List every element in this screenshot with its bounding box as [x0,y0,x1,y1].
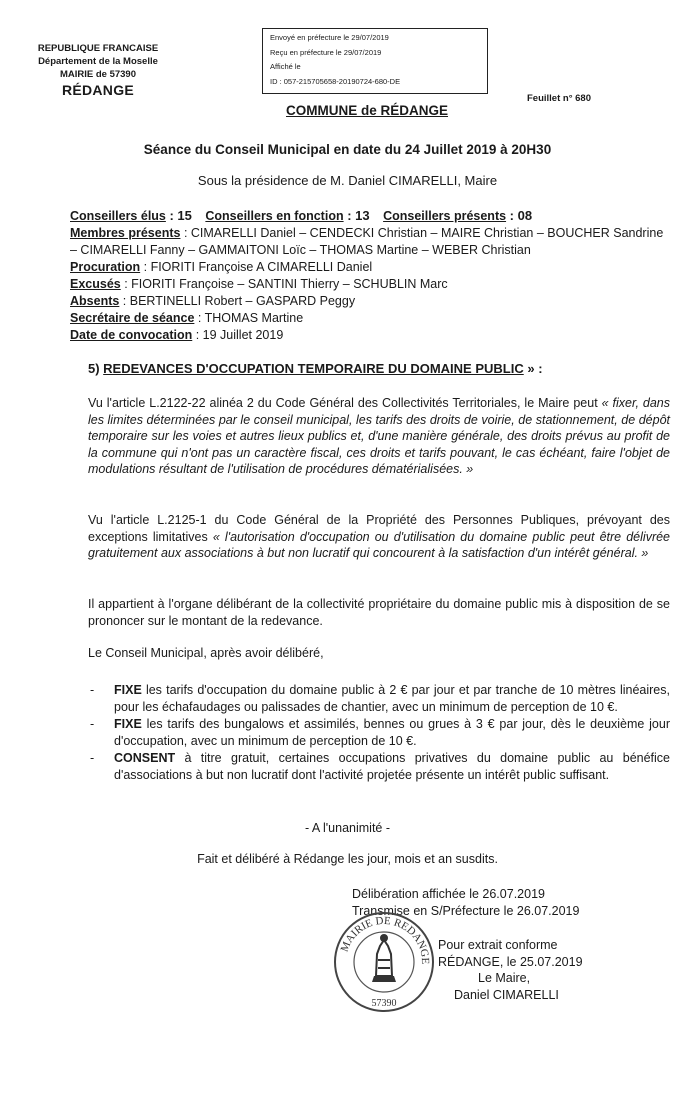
town-name: RÉDANGE [61,82,135,98]
lieu-date: RÉDANGE, le 25.07.2019 [438,954,583,969]
le-maire: Le Maire, [478,971,531,985]
pour-extrait: Pour extrait conforme [438,938,558,952]
transmission-date: Transmise en S/Préfecture le 26.07.2019 [352,904,580,918]
stamp-recu: Reçu en préfecture le 29/07/2019 [270,47,382,57]
fait-delibere: Fait et délibéré à Rédange les jour, mois et an susdits. [197,852,498,866]
mairie-line: MAIRIE de 57390 [59,69,137,80]
decision-item: - CONSENT à titre gratuit, certaines occupations privatives du domaine public au bénéfice d'associations à but non lucratif dont l'activité projetée présente un intérêt public suffisant. [90,751,670,782]
decision-item: - FIXE les tarifs d'occupation du domaine public à 2 € par jour et par tranche de 10 mètres linéaires, pour les échafaudages ou palissades de chantier, avec un minimum de perception de 10 €. [90,683,670,714]
presents-value: : 08 [506,208,533,223]
members-presents: Membres présents : CIMARELLI Daniel – CENDECKI Christian – MAIRE Christian – BOUCHER Sandrine – CIMARELLI Fanny – GAMMAITONI Loïc – THOMAS Martine – WEBER Christian [70,226,664,257]
seal-code: 57390 [371,998,397,1009]
paragraph-conseil: Le Conseil Municipal, après avoir délibéré, [88,646,324,660]
seal-ring-text: MAIRIE DE REDANGE [338,914,432,965]
paragraph-article-cgct: Vu l'article L.2122-22 alinéa 2 du Code Général des Collectivités Territoriales, le Maire peut « fixer, dans les limites déterminées par le conseil municipal, les tarifs des droits de voirie, de stationnement, de dépôt temporaire sur les voies et autres lieux publics et, d'une manière générale, des droits prévus au profit de la commune qui n'ont pas un caractère fiscal, ces droits et tarifs pouvant, le cas échéant, faire l'objet de modulations résultant de l'utilisation de procédures dématérialisées. » [88,396,670,476]
seal-emblem-icon [372,934,396,982]
convocation: Date de convocation : 19 Juillet 2019 [70,328,284,342]
presents-label: Conseillers présents [383,209,507,223]
excuses: Excusés : FIORITI Françoise – SANTINI Thierry – SCHUBLIN Marc [70,277,448,291]
commune-title: COMMUNE de RÉDANGE [286,103,449,118]
seance-title: Séance du Conseil Municipal en date du 24 Juillet 2019 à 20H30 [143,142,552,157]
feuillet-number: Feuillet n° 680 [527,93,591,104]
procuration: Procuration : FIORITI Françoise A CIMARELLI Daniel [70,260,373,274]
section-number: 5) [88,361,104,376]
elus-value: : 15 [165,208,192,223]
stamp-envoye: Envoyé en préfecture le 29/07/2019 [270,33,389,42]
decision-item: - FIXE les tarifs des bungalows et assimilés, bennes ou grues à 3 € par jour, dès le deuxième jour d'occupation, avec un minimum de perception de 10 €. [90,717,670,748]
unanimite: - A l'unanimité - [304,821,391,835]
departement-line: Département de la Moselle [38,56,158,67]
maire-name: Daniel CIMARELLI [454,987,559,1002]
section-suffix: » : [523,361,543,376]
elus-label: Conseillers élus [70,209,166,223]
section-title-text: REDEVANCES D'OCCUPATION TEMPORAIRE DU DOMAINE PUBLIC [103,361,524,376]
prefecture-stamp-box [262,28,488,94]
secretaire: Secrétaire de séance : THOMAS Martine [70,311,304,325]
stamp-affiche: Affiché le [270,62,301,71]
fonction-label: Conseillers en fonction [205,209,344,223]
paragraph-organe: Il appartient à l'organe délibérant de la collectivité propriétaire du domaine public mis à disposition de se prononcer sur le montant de la redevance. [88,597,670,628]
paragraph-article-cgppp: Vu l'article L.2125-1 du Code Général de la Propriété des Personnes Publiques, prévoyant des exceptions limitatives « l'autorisation d'occupation ou d'utilisation du domaine public peut être délivrée gratuitement aux associations à but non lucratif qui concourent à la satisfaction d'un intérêt général. » [88,513,671,560]
section-title [88,361,543,376]
republique-line: REPUBLIQUE FRANCAISE [37,43,159,54]
town-seal [332,910,436,1014]
presidence-line: Sous la présidence de M. Daniel CIMARELLI, Maire [197,173,498,188]
counts-line [70,207,670,225]
absents: Absents : BERTINELLI Robert – GASPARD Peggy [70,294,356,308]
fonction-value: : 13 [343,208,370,223]
attendance-block [70,207,670,344]
signature-block [438,937,583,1003]
decision-list [88,682,670,784]
header-administration [18,42,178,97]
affichage-date: Délibération affichée le 26.07.2019 [352,887,545,901]
seal-outer-ring [335,913,433,1011]
stamp-id: ID : 057-215705658-20190724-680-DE [270,76,401,86]
